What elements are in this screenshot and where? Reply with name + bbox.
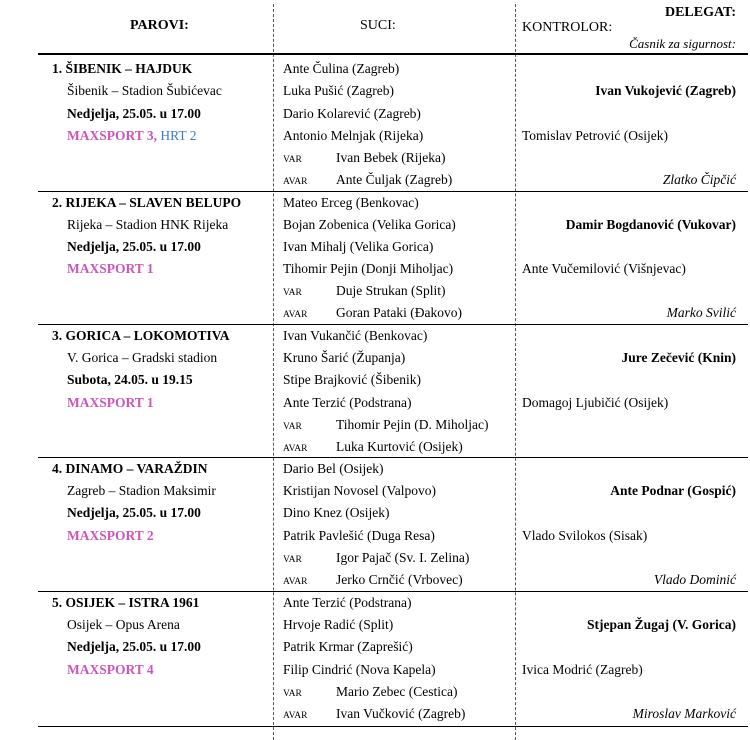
avar-referee: Jerko Crnčić (Vrbovec): [336, 572, 463, 587]
referee-assistant: Ivan Mihalj (Velika Gorica): [283, 239, 434, 254]
row-divider: [38, 591, 748, 592]
avar-referee: Goran Pataki (Đakovo): [336, 305, 462, 320]
var-referee: Igor Pajač (Sv. I. Zelina): [336, 550, 470, 565]
var-label: VAR: [283, 422, 302, 432]
avar-label: AVAR: [283, 711, 308, 721]
match-title: 5. OSIJEK – ISTRA 1961: [52, 595, 200, 610]
security-officer: Zlatko Čipčić: [662, 172, 736, 187]
match-tv: [67, 128, 196, 144]
referee-assistant: Kruno Šarić (Županja): [283, 350, 406, 365]
tv-channel: MAXSPORT 1: [67, 395, 154, 410]
delegate-name: Stjepan Žugaj (V. Gorica): [586, 617, 736, 632]
delegate-name: Jure Zečević (Knin): [621, 350, 736, 365]
header-pairs: PAROVI:: [130, 18, 189, 33]
referee-main: Ante Terzić (Podstrana): [283, 595, 412, 610]
match-datetime: Nedjelja, 25.05. u 17.00: [67, 505, 201, 520]
referee-assistant: Kristijan Novosel (Valpovo): [283, 483, 436, 498]
match-venue: Zagreb – Stadion Maksimir: [67, 483, 216, 498]
var-label: VAR: [283, 689, 302, 699]
controller-name: Vlado Svilokos (Sisak): [522, 528, 648, 543]
match-title: 4. DINAMO – VARAŽDIN: [52, 461, 208, 476]
header-delegate: DELEGAT:: [664, 5, 736, 20]
match-venue: V. Gorica – Gradski stadion: [67, 350, 218, 365]
match-datetime: Nedjelja, 25.05. u 17.00: [67, 639, 201, 654]
referee-main: Ivan Vukančić (Benkovac): [283, 328, 428, 343]
match-venue: Osijek – Opus Arena: [67, 617, 180, 632]
referee-assistant: Bojan Zobenica (Velika Gorica): [283, 217, 456, 232]
var-referee: Tihomir Pejin (D. Miholjac): [336, 417, 489, 432]
match-datetime: Nedjelja, 25.05. u 17.00: [67, 239, 201, 254]
row-divider: [38, 726, 748, 727]
controller-name: Ivica Modrić (Zagreb): [522, 662, 643, 677]
referee-assistant: Stipe Brajković (Šibenik): [283, 372, 421, 387]
delegate-name: Damir Bogdanović (Vukovar): [565, 217, 736, 232]
tv-channel: MAXSPORT 4: [67, 662, 154, 677]
var-label: VAR: [283, 288, 302, 298]
column-divider: [273, 4, 274, 740]
var-referee: Mario Zebec (Cestica): [336, 684, 458, 699]
tv-channel: MAXSPORT 2: [67, 528, 154, 543]
var-label: VAR: [283, 555, 302, 565]
header-security: Časnik za sigurnost:: [629, 36, 736, 51]
referee-main: Mateo Erceg (Benkovac): [283, 195, 419, 210]
delegate-name: Ante Podnar (Gospić): [610, 483, 736, 498]
referee-assistant: Luka Pušić (Zagreb): [283, 83, 394, 98]
referee-fourth: Tihomir Pejin (Donji Miholjac): [283, 261, 454, 276]
referee-main: Dario Bel (Osijek): [283, 461, 384, 476]
match-title: 1. ŠIBENIK – HAJDUK: [52, 61, 193, 76]
tv-channel-secondary: HRT 2: [160, 128, 197, 143]
referee-fourth: Filip Cindrić (Nova Kapela): [283, 662, 436, 677]
referee-fourth: Antonio Melnjak (Rijeka): [283, 128, 424, 143]
column-divider: [515, 4, 516, 740]
referee-assistant: Hrvoje Radić (Split): [283, 617, 394, 632]
security-officer: Vlado Dominić: [653, 572, 736, 587]
avar-label: AVAR: [283, 444, 308, 454]
controller-name: Domagoj Ljubičić (Osijek): [522, 395, 669, 410]
header-controller: KONTROLOR:: [522, 20, 613, 35]
header-rule: [38, 53, 748, 55]
security-officer: Marko Svilić: [666, 305, 736, 320]
match-datetime: Subota, 24.05. u 19.15: [67, 372, 193, 387]
row-divider: [38, 457, 748, 458]
security-officer: Miroslav Marković: [632, 706, 736, 721]
avar-label: AVAR: [283, 177, 308, 187]
referee-assistant: Dario Kolarević (Zagreb): [283, 106, 421, 121]
referee-assistant: Dino Knez (Osijek): [283, 505, 390, 520]
avar-referee: Ivan Vučković (Zagreb): [336, 706, 466, 721]
match-venue: Rijeka – Stadion HNK Rijeka: [67, 217, 229, 232]
var-referee: Ivan Bebek (Rijeka): [336, 150, 446, 165]
tv-channel: MAXSPORT 1: [67, 261, 154, 276]
avar-referee: Luka Kurtović (Osijek): [336, 439, 463, 454]
var-label: VAR: [283, 155, 302, 165]
match-venue: Šibenik – Stadion Šubićevac: [67, 83, 222, 98]
row-divider: [38, 191, 748, 192]
referee-assistant: Patrik Krmar (Zaprešić): [283, 639, 413, 654]
avar-label: AVAR: [283, 310, 308, 320]
avar-label: AVAR: [283, 577, 308, 587]
controller-name: Ante Vučemilović (Višnjevac): [522, 261, 686, 276]
row-divider: [38, 324, 748, 325]
match-title: 2. RIJEKA – SLAVEN BELUPO: [52, 195, 242, 210]
controller-name: Tomislav Petrović (Osijek): [522, 128, 669, 143]
var-referee: Duje Strukan (Split): [336, 283, 446, 298]
header-referees: SUCI:: [360, 18, 396, 33]
match-title: 3. GORICA – LOKOMOTIVA: [52, 328, 230, 343]
tv-channel: MAXSPORT 3,: [67, 128, 158, 143]
referee-fourth: Patrik Pavlešić (Duga Resa): [283, 528, 435, 543]
delegate-name: Ivan Vukojević (Zagreb): [595, 83, 736, 98]
avar-referee: Ante Čuljak (Zagreb): [336, 172, 453, 187]
referee-main: Ante Čulina (Zagreb): [283, 61, 400, 76]
referee-fourth: Ante Terzić (Podstrana): [283, 395, 412, 410]
match-datetime: Nedjelja, 25.05. u 17.00: [67, 106, 201, 121]
